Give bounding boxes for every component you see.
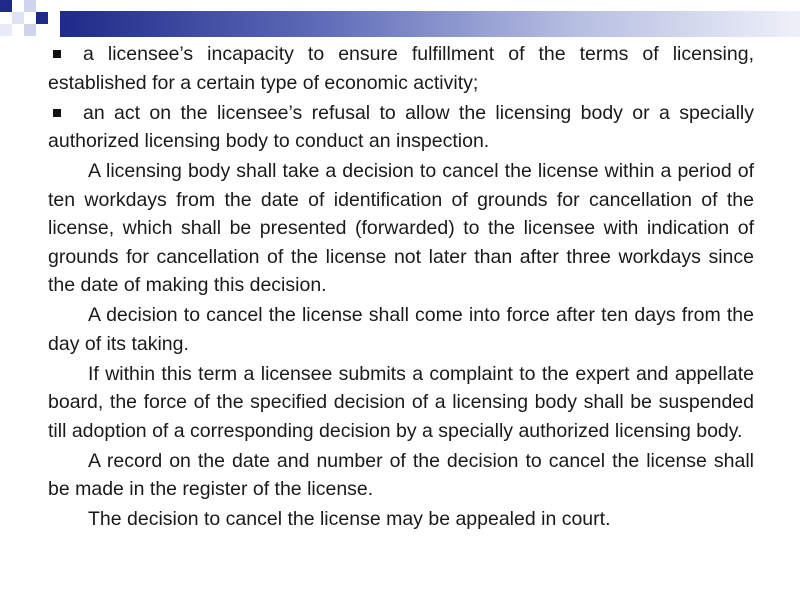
square-bullet-icon [53, 109, 61, 117]
slide-body [48, 40, 754, 535]
body-paragraph: The decision to cancel the license may be appealed in court. [88, 508, 611, 530]
bullet-text: a licensee’s incapacity to ensure fulfillment of the terms of licensing, established for a certain type of economic activity; [48, 43, 754, 94]
header-gradient-band [60, 11, 800, 37]
body-paragraph: If within this term a licensee submits a complaint to the expert and appellate board, the force of the specified decision of a licensing body shall be suspended till adoption of a corresponding decision by a specially authorized licensing body. [48, 362, 754, 442]
decor-square [24, 0, 36, 12]
decor-square [0, 24, 12, 36]
square-bullet-icon [53, 50, 61, 58]
decor-square [0, 0, 12, 12]
body-paragraph: A record on the date and number of the decision to cancel the license shall be made in the register of the license. [48, 449, 754, 500]
decor-square [36, 12, 48, 24]
bullet-text: an act on the licensee’s refusal to allow the licensing body or a specially authorized licensing body to conduct an inspection. [48, 101, 754, 152]
body-paragraph: A licensing body shall take a decision to cancel the license within a period of ten workdays from the date of identification of grounds for cancellation of the license, which shall be presented (forwarded) to the licensee with indication of grounds for cancellation of the license not later than after three workdays since the date of making this decision. [48, 160, 754, 296]
body-paragraph: A decision to cancel the license shall come into force after ten days from the day of its taking. [48, 304, 754, 355]
slide-header-decoration [0, 0, 800, 42]
bullet-item [48, 40, 754, 97]
decor-square [24, 24, 36, 36]
bullet-item [48, 99, 754, 156]
decor-square [12, 12, 24, 24]
